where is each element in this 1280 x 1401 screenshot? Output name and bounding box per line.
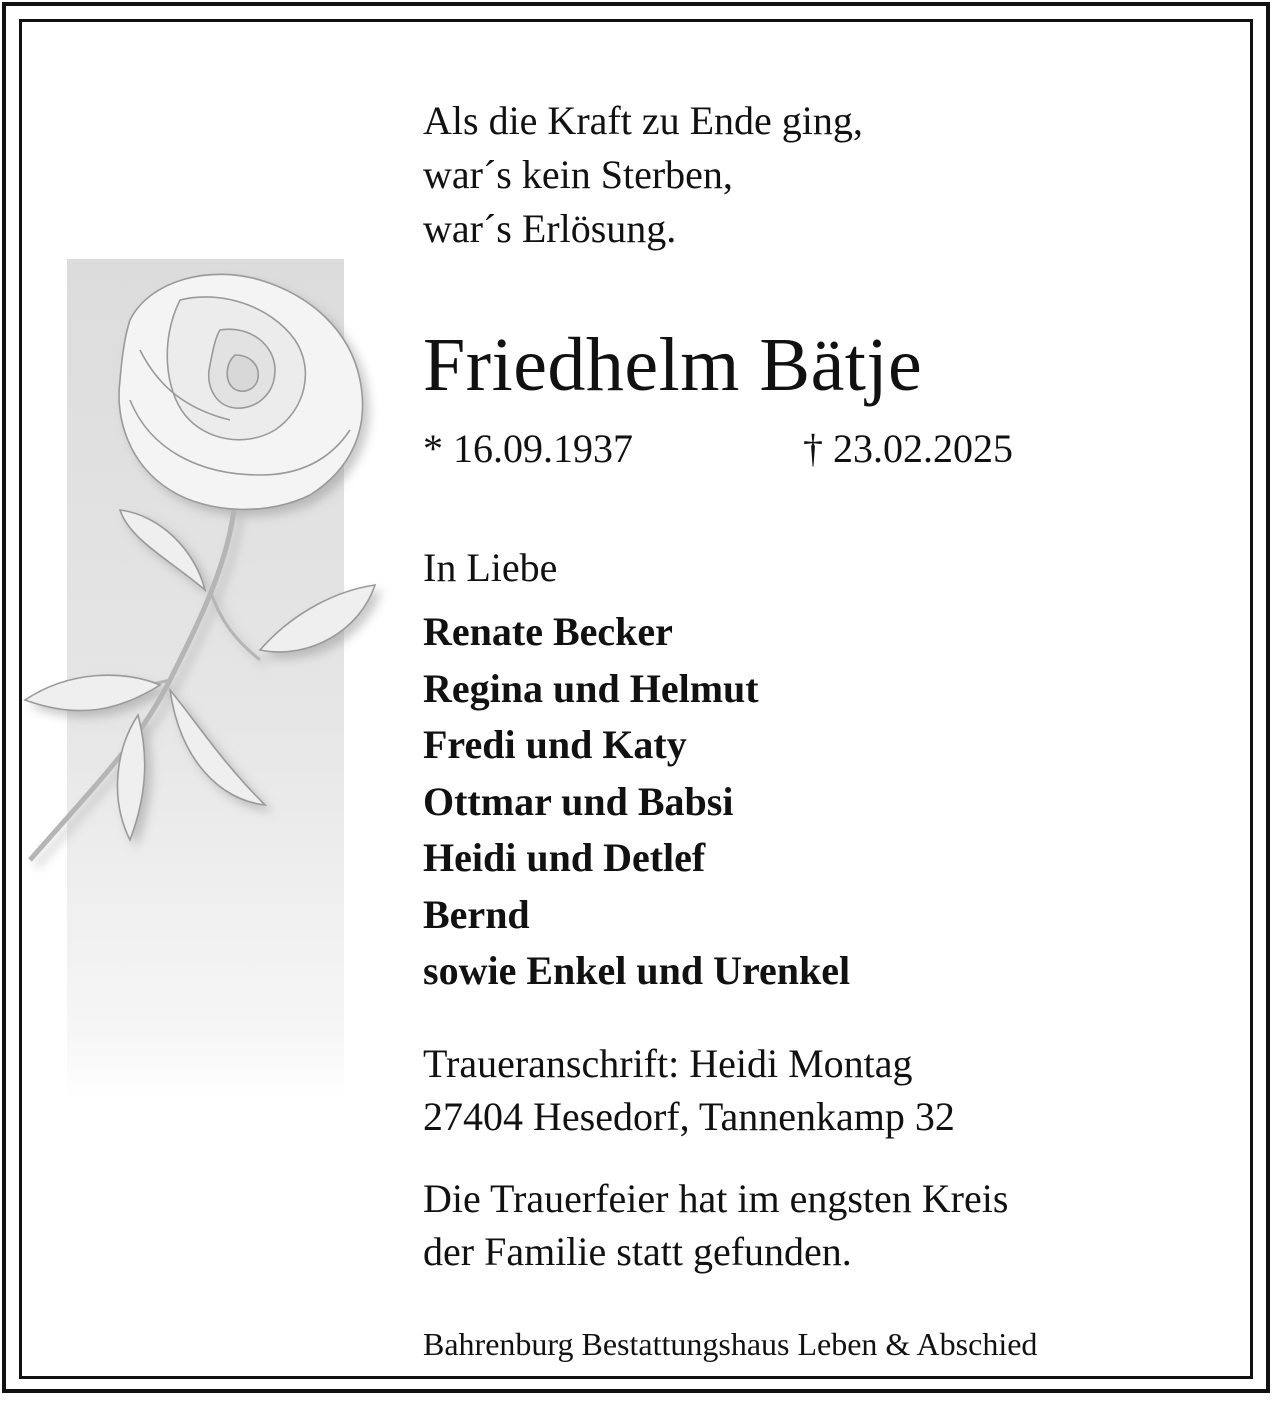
mourner-name: Regina und Helmut (423, 665, 759, 711)
mourning-address (423, 1037, 955, 1143)
mourner-name: Ottmar und Babsi (423, 778, 734, 824)
deceased-name: Friedhelm Bätje (423, 323, 923, 407)
mourner-name: Heidi und Detlef (423, 835, 706, 880)
address-line: Traueranschrift: Heidi Montag (423, 1041, 913, 1086)
mourner-name: Fredi und Katy (423, 722, 687, 767)
mourners-intro: In Liebe (423, 545, 558, 590)
address-line: 27404 Hesedorf, Tannenkamp 32 (423, 1094, 955, 1139)
ceremony-note (423, 1172, 1008, 1278)
verse-line: Als die Kraft zu Ende ging, (423, 98, 863, 143)
ceremony-line: Die Trauerfeier hat im engsten Kreis (423, 1176, 1009, 1221)
mourner-name: Renate Becker (423, 609, 673, 654)
rose-icon (20, 260, 420, 880)
verse (423, 94, 863, 256)
mourners-list (423, 604, 850, 1000)
life-dates (423, 422, 1013, 476)
ceremony-line: der Familie statt gefunden. (423, 1229, 852, 1274)
verse-line: war´s Erlösung. (423, 206, 677, 251)
mourner-name: sowie Enkel und Urenkel (423, 948, 851, 993)
verse-line: war´s kein Sterben, (423, 152, 733, 197)
death-date: † 23.02.2025 (803, 426, 1013, 471)
birth-date: * 16.09.1937 (423, 426, 633, 471)
mourner-name: Bernd (423, 891, 530, 937)
undertaker-credit: Bahrenburg Bestattungshaus Leben & Abschied (423, 1326, 1038, 1362)
